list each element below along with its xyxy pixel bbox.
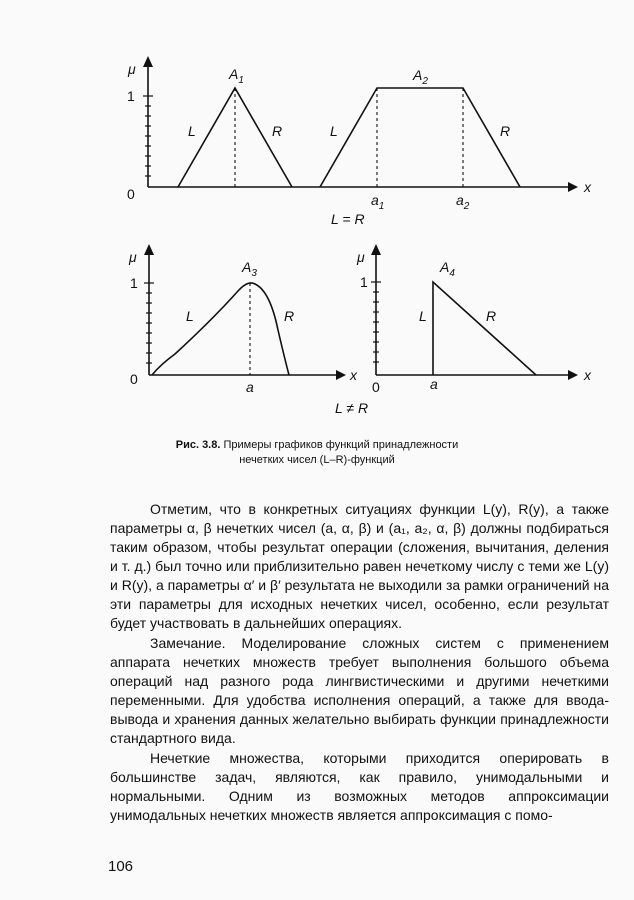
top-x-label: x [584,179,591,195]
label-L-triangle: L [188,123,196,139]
label-A1: $A_1$ [229,66,244,86]
caption-line-1 [120,438,514,453]
br-x-arrow [568,370,578,380]
top-y-arrow [143,56,153,67]
top-plot [127,56,592,227]
bl-one-label: 1 [130,275,138,291]
bl-x-arrow [336,370,346,380]
bl-zero-label: 0 [130,371,138,387]
label-R-triangle: R [272,123,283,139]
label-L-smooth: L [186,308,194,324]
bottom-condition: L ≠ R [335,400,369,416]
label-R-right: R [486,308,497,324]
label-A3: $A_3$ [242,259,257,279]
top-condition: L = R [331,211,365,227]
top-zero-label: 0 [127,186,135,202]
trapezoid-curve [320,88,520,187]
paragraph: Отметим, что в конкретных ситуациях функции L(y), R(y), а также параметры α, β нечетких чисел (a, α, β) и (a₁, a₂, α, β) должны подбираться таким образом, чтобы результат операции (сложения, вычитания, деления и т. д.) был точно или приблизительно равен нечеткому числу с теми же L(y) и R(y), а параметры α′ и β′ результата не выходили за рамки ограничений на эти параметры для исходных нечетких чисел, особенно, если результат будет участвовать в дальнейших операциях. [110,501,609,631]
top-one-label: 1 [127,88,135,104]
top-mu-label: μ [128,61,136,77]
bottom-left-plot [128,244,368,416]
br-one-label: 1 [360,274,368,290]
bl-mu-label: μ [129,249,137,265]
label-a-smooth: a [246,379,254,395]
label-A4: $A_4$ [440,259,455,279]
bl-y-arrow [144,244,154,255]
caption-line-2: нечетких чисел (L–R)-функций [239,454,395,466]
label-a2: $a_2$ [456,192,470,212]
label-a1: $a_1$ [371,192,385,212]
paragraph: Нечеткие множества, которыми приходится оперировать в большинстве задач, являются, как правило, унимодальными и нормальными. Одним из возможных методов аппроксимации унимодальных нечетких множеств является аппроксимация с помо- [110,750,609,823]
label-R-trapezoid: R [500,123,511,139]
label-R-smooth: R [284,308,295,324]
br-x-label: x [584,367,591,383]
smooth-curve [152,283,289,375]
bl-x-label: x [350,367,357,383]
caption-text-1: Примеры графиков функций принадлежности [223,439,459,451]
top-x-arrow [568,182,578,192]
membership-function-plots [0,0,634,430]
label-a-right: a [430,376,438,392]
br-y-arrow [371,244,381,255]
page-number: 106 [108,858,134,875]
figure-3-8 [0,0,634,430]
br-zero-label: 0 [372,379,380,395]
label-L-right: L [419,308,427,324]
bottom-right-plot [356,244,592,395]
label-A2: $A_2$ [413,67,428,87]
label-L-trapezoid: L [330,123,338,139]
figure-caption [120,438,514,468]
paragraph: Замечание. Моделирование сложных систем с применением аппарата нечетких множеств требует выполнения большого объема операций над разного рода лингвистическими и другими нечеткими переменными. Для удобства исполнения операций, а также для ввода-вывода и хранения данных желательно выбирать функции принадлежности стандартного вида. [110,635,609,746]
body-text [110,500,609,825]
right-triangle-curve [433,282,536,375]
br-mu-label: μ [357,249,365,265]
caption-label: Рис. 3.8. [175,439,221,451]
